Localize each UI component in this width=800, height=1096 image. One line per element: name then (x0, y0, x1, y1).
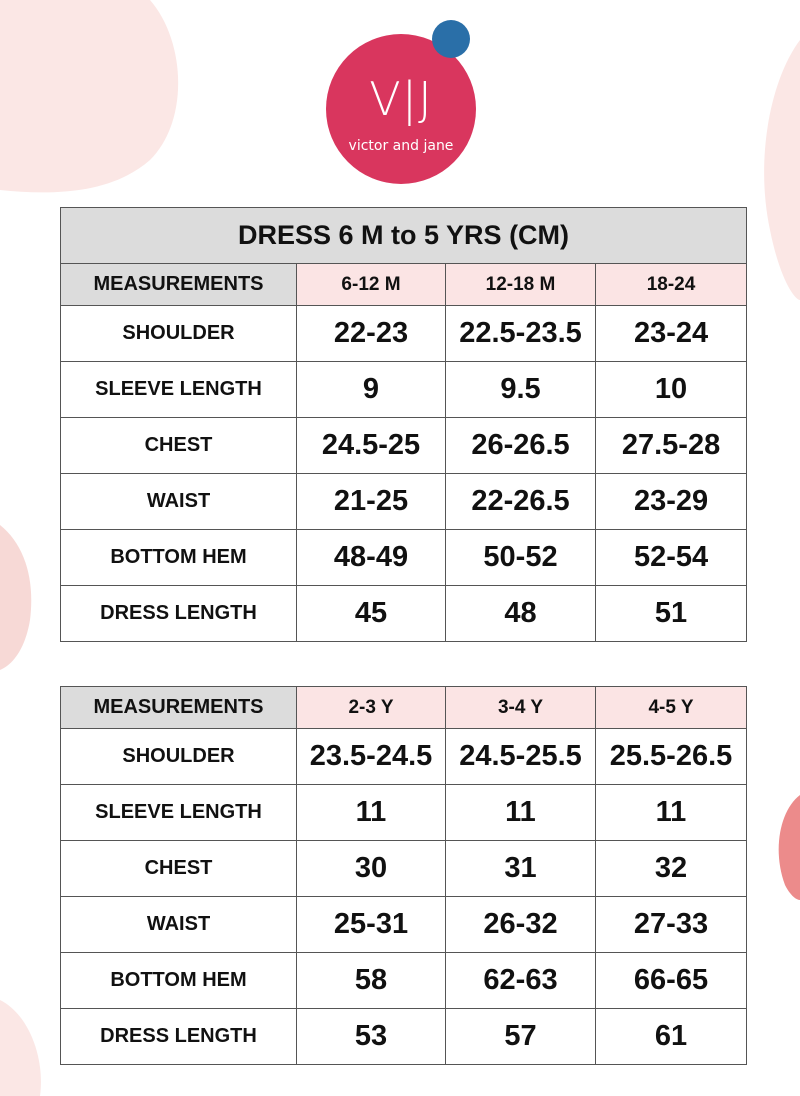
size-table-years (60, 686, 747, 1065)
row-label: CHEST (61, 418, 297, 474)
header-size: 4-5 Y (596, 687, 747, 729)
cell-value: 57 (446, 1009, 596, 1065)
table-header-row (61, 264, 747, 306)
cell-value: 23-29 (596, 474, 747, 530)
table-header-row (61, 687, 747, 729)
cell-value: 22-26.5 (446, 474, 596, 530)
table-row (61, 897, 747, 953)
cell-value: 26-26.5 (446, 418, 596, 474)
cell-value: 11 (596, 785, 747, 841)
row-label: SLEEVE LENGTH (61, 362, 297, 418)
header-measurements: MEASUREMENTS (61, 264, 297, 306)
cell-value: 45 (297, 586, 446, 642)
cell-value: 25.5-26.5 (596, 729, 747, 785)
cell-value: 66-65 (596, 953, 747, 1009)
cell-value: 32 (596, 841, 747, 897)
cell-value: 62-63 (446, 953, 596, 1009)
cell-value: 58 (297, 953, 446, 1009)
cell-value: 10 (596, 362, 747, 418)
cell-value: 27-33 (596, 897, 747, 953)
row-label: WAIST (61, 897, 297, 953)
row-label: SLEEVE LENGTH (61, 785, 297, 841)
right-mid-blob (779, 795, 800, 900)
cell-value: 52-54 (596, 530, 747, 586)
cell-value: 9 (297, 362, 446, 418)
cell-value: 48 (446, 586, 596, 642)
logo-brand-name: victor and jane (348, 138, 454, 154)
cell-value: 48-49 (297, 530, 446, 586)
bottom-left-blob (0, 1000, 41, 1096)
table-row (61, 785, 747, 841)
table-row (61, 306, 747, 362)
table-row (61, 729, 747, 785)
cell-value: 11 (297, 785, 446, 841)
cell-value: 23-24 (596, 306, 747, 362)
row-label: SHOULDER (61, 729, 297, 785)
row-label: WAIST (61, 474, 297, 530)
table-row (61, 362, 747, 418)
header-measurements: MEASUREMENTS (61, 687, 297, 729)
header-size: 18-24 (596, 264, 747, 306)
row-label: BOTTOM HEM (61, 530, 297, 586)
logo-monogram: V|J (369, 72, 433, 126)
row-label: DRESS LENGTH (61, 1009, 297, 1065)
cell-value: 24.5-25.5 (446, 729, 596, 785)
cell-value: 25-31 (297, 897, 446, 953)
header-size: 3-4 Y (446, 687, 596, 729)
row-label: SHOULDER (61, 306, 297, 362)
cell-value: 50-52 (446, 530, 596, 586)
header-size: 12-18 M (446, 264, 596, 306)
brand-logo (326, 20, 476, 180)
cell-value: 26-32 (446, 897, 596, 953)
logo-dot (432, 20, 470, 58)
table-row (61, 474, 747, 530)
cell-value: 23.5-24.5 (297, 729, 446, 785)
cell-value: 51 (596, 586, 747, 642)
table-row (61, 418, 747, 474)
cell-value: 53 (297, 1009, 446, 1065)
cell-value: 22.5-23.5 (446, 306, 596, 362)
row-label: DRESS LENGTH (61, 586, 297, 642)
table-row (61, 530, 747, 586)
table-row (61, 586, 747, 642)
right-blob (764, 40, 800, 300)
cell-value: 22-23 (297, 306, 446, 362)
header-size: 6-12 M (297, 264, 446, 306)
table-row (61, 953, 747, 1009)
cell-value: 30 (297, 841, 446, 897)
left-mid-blob (0, 525, 31, 670)
cell-value: 24.5-25 (297, 418, 446, 474)
cell-value: 9.5 (446, 362, 596, 418)
size-table-months (60, 207, 747, 642)
cell-value: 27.5-28 (596, 418, 747, 474)
table-title: DRESS 6 M to 5 YRS (CM) (61, 208, 747, 264)
cell-value: 11 (446, 785, 596, 841)
cell-value: 21-25 (297, 474, 446, 530)
top-left-blob (0, 0, 178, 192)
row-label: CHEST (61, 841, 297, 897)
header-size: 2-3 Y (297, 687, 446, 729)
table-row (61, 841, 747, 897)
cell-value: 61 (596, 1009, 747, 1065)
cell-value: 31 (446, 841, 596, 897)
table-row (61, 1009, 747, 1065)
row-label: BOTTOM HEM (61, 953, 297, 1009)
